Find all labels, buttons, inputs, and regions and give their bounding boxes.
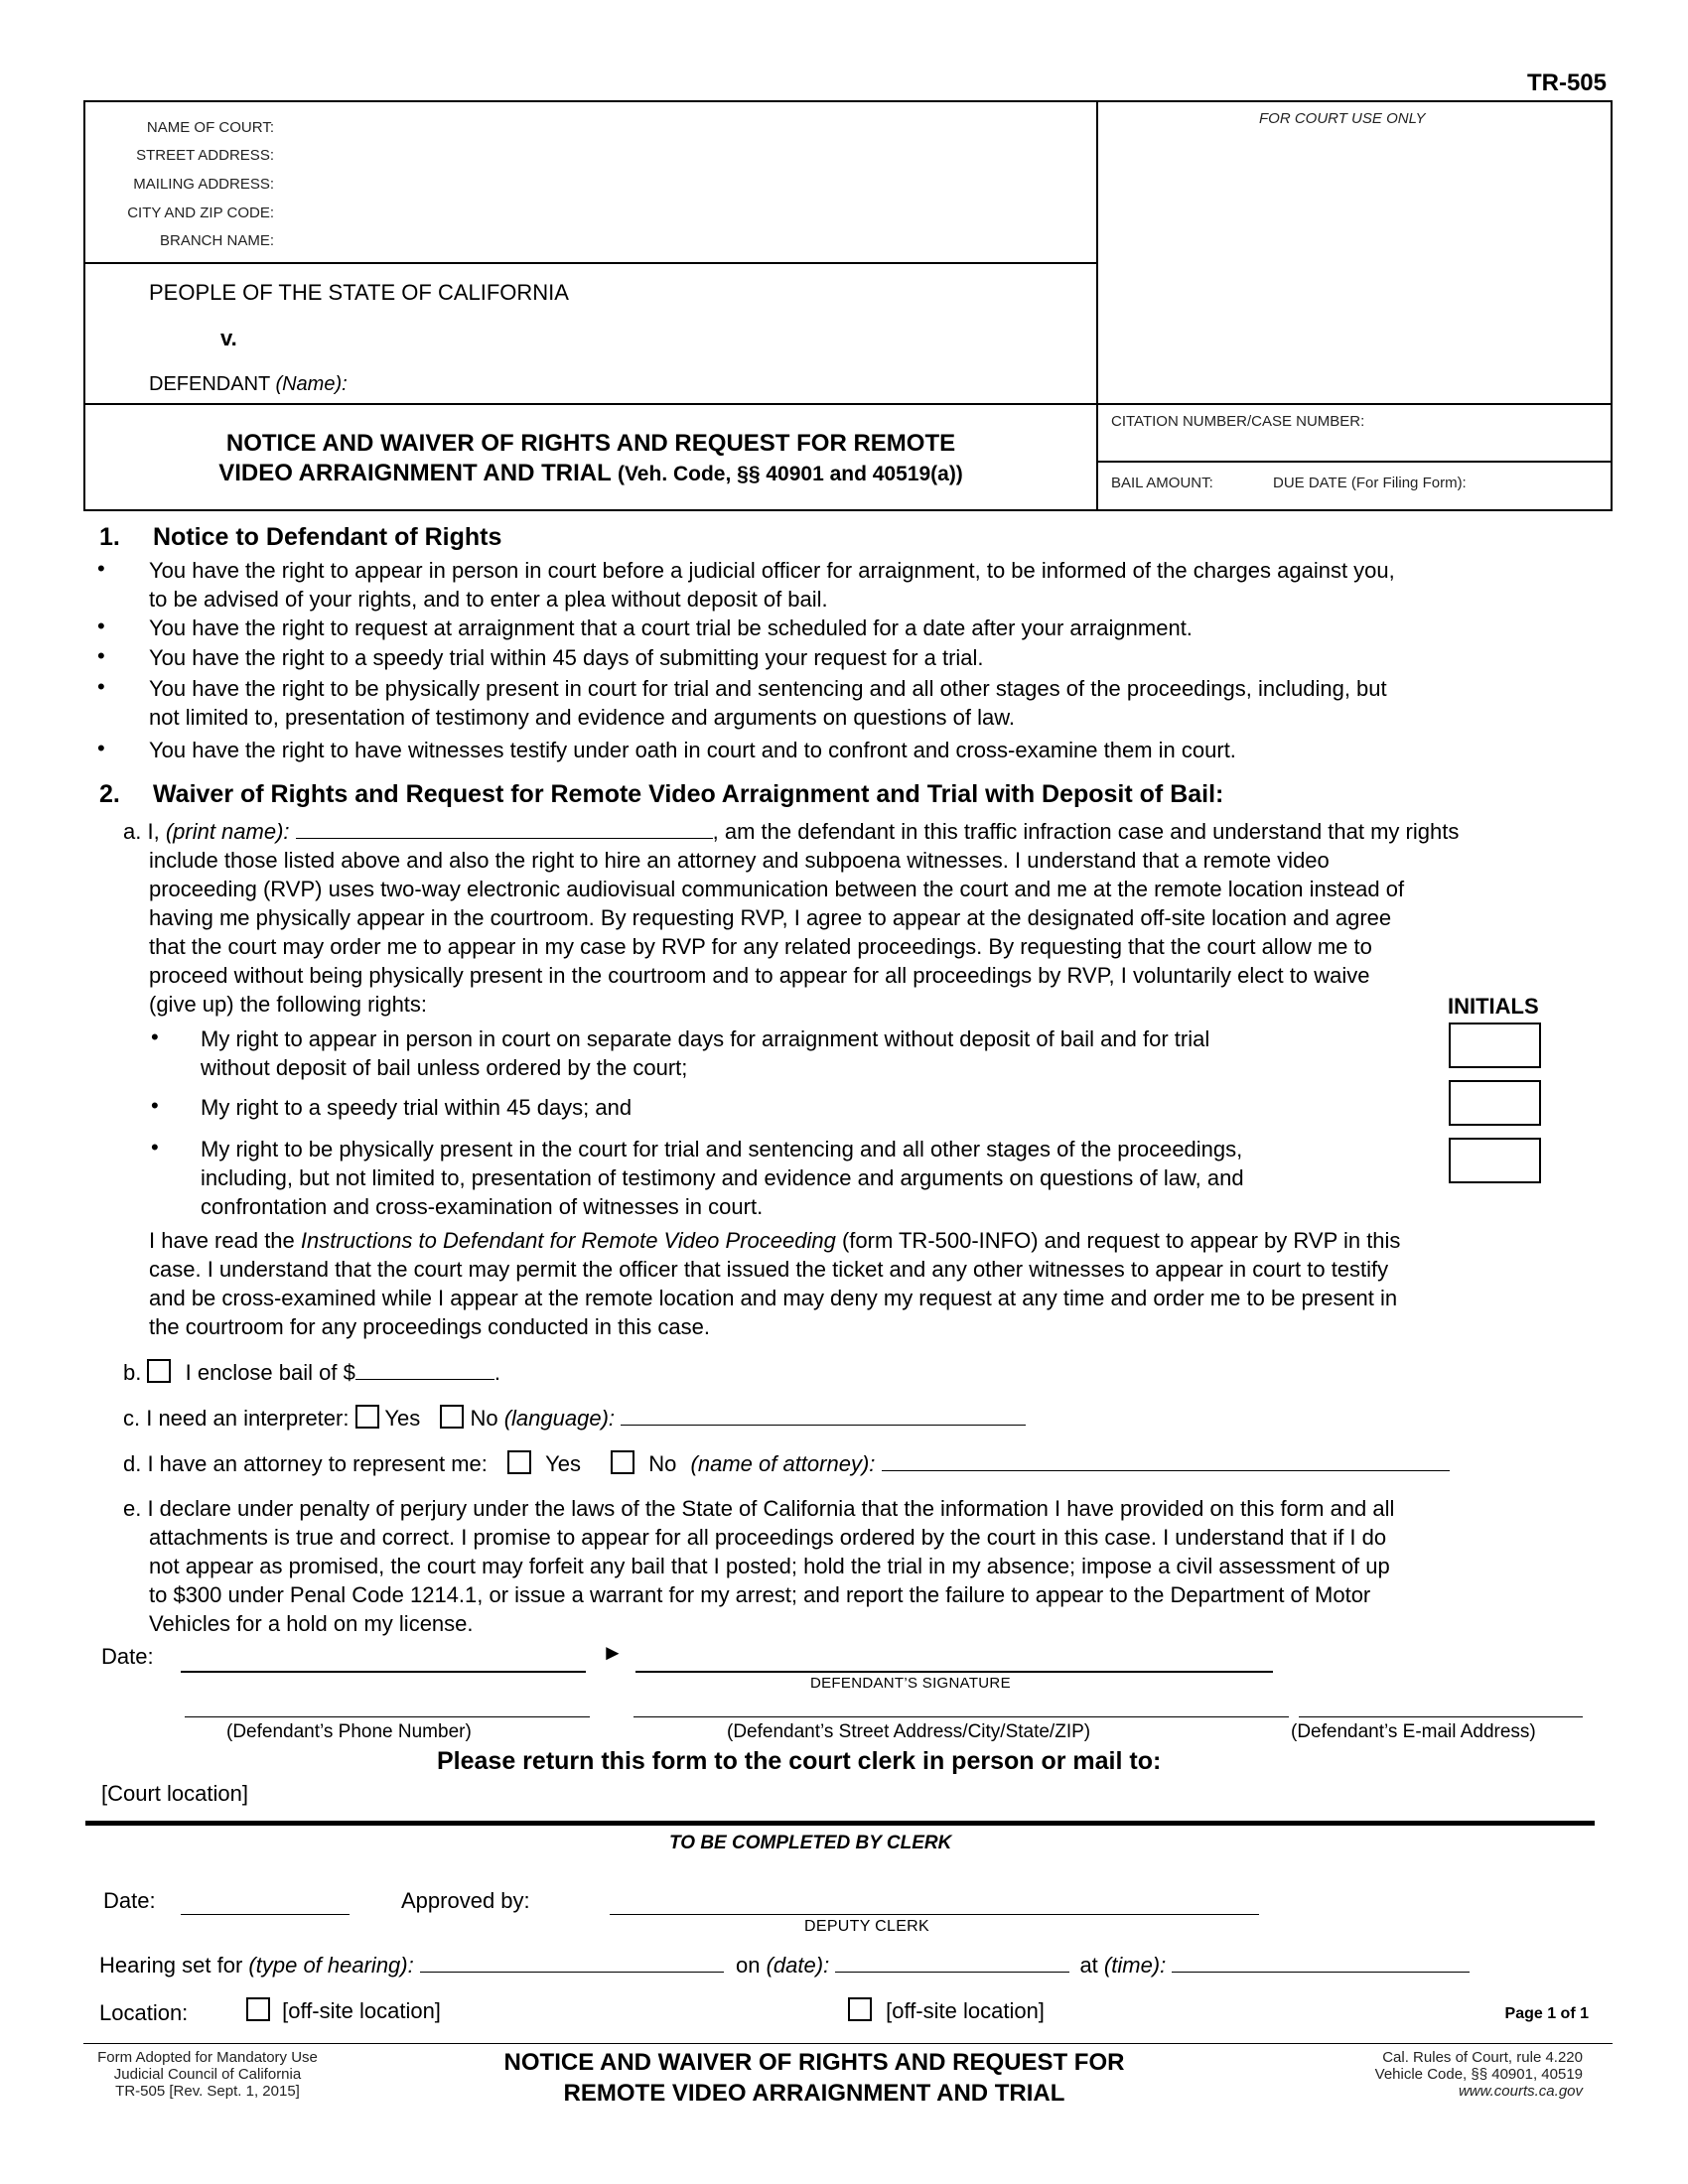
signature-date-label: Date: (101, 1644, 154, 1669)
item-c (123, 1404, 1026, 1433)
section2-title: Waiver of Rights and Request for Remote Video Arraignment and Trial with Deposit of Bail: (153, 780, 1224, 808)
location-option-1 (246, 1996, 441, 2025)
divider (83, 403, 1098, 405)
item-a-line: having me physically appear in the courtroom. By requesting RVP, I agree to appear at the designated off-site location and agree (149, 905, 1392, 930)
defendant-name-hint: (Name): (275, 373, 348, 395)
offsite-location-1-checkbox[interactable] (246, 1997, 270, 2021)
item-a-line: (give up) the following rights: (149, 992, 428, 1017)
court-location: [Court location] (101, 1781, 248, 1806)
court-label-mailing: MAILING ADDRESS: (133, 176, 274, 193)
waiver-right-3-line1: My right to be physically present in the court for trial and sentencing and all other stages of the proceedings, (201, 1137, 1243, 1161)
item-e-line: e. I declare under penalty of perjury under the laws of the State of California that the information I have provided on this form and all (123, 1496, 1395, 1521)
section2-number: 2. (99, 780, 120, 808)
item-c-label: c. I need an interpreter: (123, 1406, 350, 1431)
right-1-line2: to be advised of your rights, and to enter a plea without deposit of bail. (149, 587, 828, 612)
item-a-line: proceed without being physically present in the courtroom and to appear for all proceedings by RVP, I voluntarily elect to waive (149, 963, 1370, 988)
read-line1 (149, 1226, 1609, 1255)
versus-label: v. (220, 326, 237, 350)
footer-rule (83, 2043, 1613, 2044)
waiver-right-1-line2: without deposit of bail unless ordered by the court; (201, 1055, 688, 1080)
item-e-line: not appear as promised, the court may forfeit any bail that I posted; hold the trial in my absence; impose a civil assessment of up (149, 1554, 1390, 1578)
page-number: Page 1 of 1 (1504, 2005, 1589, 2022)
due-date-label: DUE DATE (For Filing Form): (1273, 475, 1467, 491)
email-field[interactable] (1299, 1716, 1583, 1717)
hearing-date-field[interactable] (835, 1952, 1069, 1973)
at-label: at (1079, 1953, 1098, 1978)
waiver-right-1-line1: My right to appear in person in court on separate days for arraignment without deposit of bail and for trial (201, 1026, 1210, 1051)
section1-number: 1. (99, 523, 120, 551)
footer-right (1375, 2049, 1583, 2100)
item-e-line: to $300 under Penal Code 1214.1, or issue a warrant for my arrest; and report the failure to appear to the Department of Motor (149, 1582, 1371, 1607)
offsite-location-2-label: [off-site location] (886, 1998, 1045, 2023)
right-4-line2: not limited to, presentation of testimony and evidence and arguments on questions of law. (149, 705, 1015, 730)
phone-caption: (Defendant’s Phone Number) (226, 1721, 472, 1742)
waiver-bullet: • (151, 1024, 159, 1049)
footer-left-line: TR-505 [Rev. Sept. 1, 2015] (115, 2083, 300, 2100)
item-a-line1 (123, 817, 1459, 846)
deputy-clerk-field[interactable] (610, 1914, 1259, 1915)
court-use-box (1096, 100, 1613, 511)
form-title-line2-bold: VIDEO ARRAIGNMENT AND TRIAL (218, 460, 612, 486)
item-b-end: . (493, 1360, 500, 1385)
signature-date-field[interactable] (181, 1671, 586, 1673)
court-use-only-label: FOR COURT USE ONLY (1259, 110, 1426, 127)
item-b-label: b. (123, 1360, 142, 1385)
read-line: case. I understand that the court may permit the officer that issued the ticket and any other witnesses to appear in court to testify (149, 1257, 1389, 1282)
defendant-label-text: DEFENDANT (149, 373, 270, 395)
bullet-3: • (97, 643, 105, 668)
court-label-city: CITY AND ZIP CODE: (127, 205, 274, 221)
interpreter-yes-checkbox[interactable] (355, 1405, 379, 1429)
on-label: on (735, 1953, 761, 1978)
deputy-clerk-caption: DEPUTY CLERK (804, 1918, 930, 1935)
attorney-no-checkbox[interactable] (611, 1450, 634, 1474)
form-title-line2 (83, 459, 1098, 489)
item-d-label: d. I have an attorney to represent me: (123, 1451, 488, 1476)
offsite-location-2-checkbox[interactable] (848, 1997, 872, 2021)
hearing-type-field[interactable] (420, 1952, 724, 1973)
clerk-heading: TO BE COMPLETED BY CLERK (669, 1833, 952, 1853)
divider (1096, 403, 1613, 405)
divider (83, 262, 1098, 264)
offsite-location-1-label: [off-site location] (282, 1998, 441, 2023)
read-statement (149, 1226, 1609, 1341)
read-line: and be cross-examined while I appear at the remote location and may deny my request at any time and order me to be present in (149, 1286, 1398, 1310)
bullet-5: • (97, 736, 105, 760)
phone-field[interactable] (185, 1716, 590, 1717)
waiver-right-3 (201, 1135, 1244, 1221)
print-name-field[interactable] (296, 818, 713, 839)
arrow-icon: ► (602, 1640, 624, 1665)
item-a-line: include those listed above and also the right to hire an attorney and subpoena witnesses. I understand that a remote video (149, 848, 1330, 873)
courts-website-link[interactable]: www.courts.ca.gov (1458, 2083, 1583, 2100)
attorney-name-hint: (name of attorney): (690, 1451, 876, 1476)
defendant-label (149, 373, 348, 396)
initials-box-3[interactable] (1449, 1138, 1541, 1183)
right-5: You have the right to have witnesses testify under oath in court and to confront and cross-examine them in court. (149, 738, 1236, 762)
item-b (123, 1358, 500, 1387)
footer-title (437, 2047, 1192, 2109)
item-d (123, 1449, 1450, 1478)
right-3: You have the right to a speedy trial within 45 days of submitting your request for a trial. (149, 645, 984, 670)
waiver-right-2: My right to a speedy trial within 45 days; and (201, 1095, 633, 1120)
clerk-divider (85, 1821, 1595, 1826)
language-field[interactable] (621, 1405, 1026, 1426)
court-label-street: STREET ADDRESS: (136, 147, 274, 164)
item-a-body (149, 846, 1609, 1019)
bail-amount-field[interactable] (355, 1359, 494, 1380)
read-prefix: I have read the (149, 1228, 295, 1253)
initials-label: INITIALS (1448, 994, 1539, 1019)
instructions-title: Instructions to Defendant for Remote Video Proceeding (300, 1228, 836, 1253)
court-label-branch: BRANCH NAME: (159, 232, 274, 249)
footer-left-line: Judicial Council of California (113, 2066, 302, 2083)
footer-left-line: Form Adopted for Mandatory Use (97, 2049, 318, 2066)
address-caption: (Defendant’s Street Address/City/State/ZIP) (727, 1721, 1091, 1742)
interpreter-no-checkbox[interactable] (440, 1405, 464, 1429)
bullet-4: • (97, 674, 105, 699)
location-option-2 (848, 1996, 1045, 2025)
read-rest: (form TR-500-INFO) and request to appear by RVP in this (841, 1228, 1401, 1253)
item-b-text: I enclose bail of $ (185, 1360, 355, 1385)
hearing-prefix: Hearing set for (99, 1953, 243, 1978)
right-1 (149, 556, 1609, 614)
court-label-name: NAME OF COURT: (146, 119, 274, 136)
attorney-yes-checkbox[interactable] (507, 1450, 531, 1474)
right-2: You have the right to request at arraignment that a court trial be scheduled for a date after your arraignment. (149, 615, 1193, 640)
footer-title-line: NOTICE AND WAIVER OF RIGHTS AND REQUEST FOR (503, 2049, 1125, 2076)
attorney-no-label: No (648, 1451, 677, 1476)
form-title-code: (Veh. Code, §§ 40901 and 40519(a)) (617, 463, 963, 485)
clerk-date-label: Date: (103, 1888, 156, 1913)
language-hint: (language): (503, 1406, 616, 1431)
interpreter-yes-label: Yes (384, 1406, 421, 1431)
defendant-signature-field[interactable] (635, 1671, 1273, 1673)
hearing-row (99, 1951, 1470, 1979)
item-a-line: that the court may order me to appear in my case by RVP for any related proceedings. By requesting that the court allow me to (149, 934, 1372, 959)
clerk-date-field[interactable] (181, 1914, 350, 1915)
footer-left (85, 2049, 330, 2100)
item-e-line: attachments is true and correct. I promise to appear for all proceedings ordered by the court in this case. I understand that if I do (149, 1525, 1387, 1550)
attorney-name-field[interactable] (882, 1450, 1450, 1471)
right-1-line1: You have the right to appear in person in court before a judicial officer for arraignment, to be informed of the charges against you, (149, 558, 1395, 583)
bail-amount-label: BAIL AMOUNT: (1111, 475, 1213, 491)
interpreter-no-label: No (470, 1406, 498, 1431)
approved-by-label: Approved by: (401, 1888, 530, 1913)
item-a-rest: , am the defendant in this traffic infraction case and understand that my rights (712, 819, 1460, 844)
people-label: PEOPLE OF THE STATE OF CALIFORNIA (149, 280, 569, 305)
on-date-hint: (date): (766, 1953, 830, 1978)
address-field[interactable] (633, 1716, 1289, 1717)
bullet-2: • (97, 614, 105, 638)
section1-title: Notice to Defendant of Rights (153, 523, 502, 551)
read-line: the courtroom for any proceedings conducted in this case. (149, 1314, 710, 1339)
item-a-print-name: (print name): (165, 819, 290, 844)
right-4 (149, 674, 1609, 732)
location-label: Location: (99, 2000, 189, 2025)
initials-box-2[interactable] (1449, 1080, 1541, 1126)
footer-right-line: Cal. Rules of Court, rule 4.220 (1382, 2049, 1583, 2066)
form-id: TR-505 (1526, 69, 1607, 96)
form-title (83, 429, 1098, 489)
item-e (123, 1494, 1613, 1638)
email-caption: (Defendant’s E-mail Address) (1291, 1721, 1536, 1742)
footer-title-line: REMOTE VIDEO ARRAIGNMENT AND TRIAL (563, 2080, 1065, 2107)
footer-right-line: Vehicle Code, §§ 40901, 40519 (1374, 2066, 1583, 2083)
hearing-type-hint: (type of hearing): (248, 1953, 414, 1978)
divider (1096, 461, 1613, 463)
waiver-right-3-line3: confrontation and cross-examination of witnesses in court. (201, 1194, 764, 1219)
enclose-bail-checkbox[interactable] (147, 1359, 171, 1383)
hearing-time-field[interactable] (1172, 1952, 1470, 1973)
waiver-right-1 (201, 1024, 1209, 1082)
return-instruction: Please return this form to the court clerk in person or mail to: (437, 1747, 1162, 1775)
form-title-line1: NOTICE AND WAIVER OF RIGHTS AND REQUEST FOR REMOTE (225, 430, 956, 457)
at-time-hint: (time): (1103, 1953, 1167, 1978)
signature-caption: DEFENDANT’S SIGNATURE (810, 1675, 1011, 1692)
initials-box-1[interactable] (1449, 1023, 1541, 1068)
item-e-line: Vehicles for a hold on my license. (149, 1611, 474, 1636)
right-4-line1: You have the right to be physically present in court for trial and sentencing and all other stages of the proceedings, including, but (149, 676, 1387, 701)
waiver-bullet: • (151, 1093, 159, 1118)
item-a-prefix: a. I, (123, 819, 160, 844)
waiver-right-3-line2: including, but not limited to, presentation of testimony and evidence and arguments on questions of law, and (201, 1165, 1244, 1190)
item-a-line: proceeding (RVP) uses two-way electronic audiovisual communication between the court and me at the remote location instead of (149, 877, 1405, 901)
citation-label: CITATION NUMBER/CASE NUMBER: (1111, 413, 1365, 430)
bullet-1: • (97, 556, 105, 581)
attorney-yes-label: Yes (545, 1451, 582, 1476)
waiver-bullet: • (151, 1135, 159, 1160)
